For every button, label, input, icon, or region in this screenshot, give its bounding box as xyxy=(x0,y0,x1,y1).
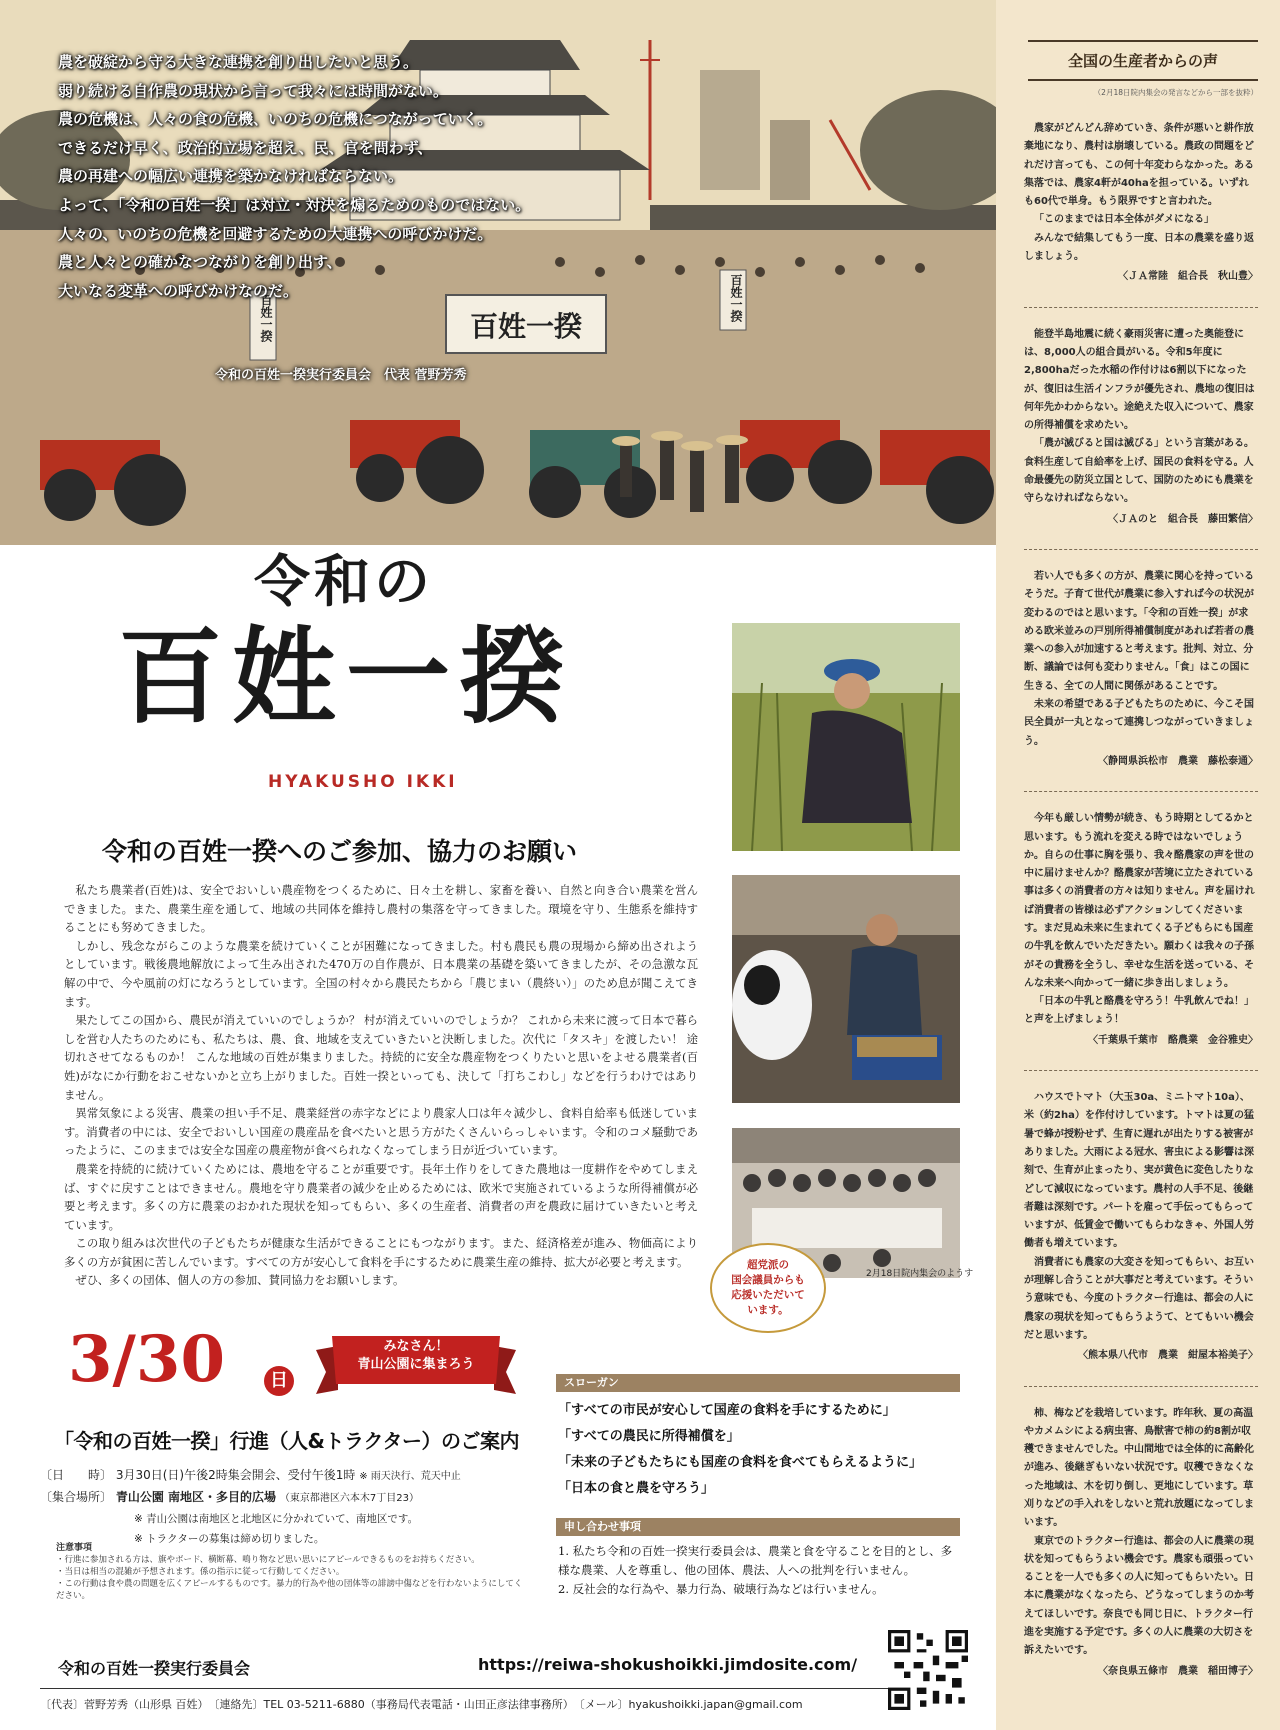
voice-item xyxy=(1024,1089,1258,1365)
event-date: 3/30 xyxy=(68,1322,225,1397)
voice-paragraph: みんなで結集してもう一度、日本の農業を盛り返しましょう。 xyxy=(1024,232,1254,263)
farmer-harvest-illustration xyxy=(732,623,960,851)
dairy-farm-illustration xyxy=(732,875,960,1103)
voice-paragraph: 柿、梅などを栽培しています。昨年秋、夏の高温やカメムシによる病虫害、鳥獣害で柿の約8割が収穫できませんでした。中山間地では全体的に高齢化が進み、後継ぎもいない状況です。収穫できなくなった地域は、木を切り倒し、更地にしています。草刈りなどの手入れをしないと荒れ放題になってしまいます。 xyxy=(1024,1407,1254,1529)
title-romaji: HYAKUSHO IKKI xyxy=(268,772,458,792)
hero-line: できるだけ早く、政治的立場を超え、民、官を問わず、 xyxy=(58,138,433,157)
voice-paragraph: 「農が滅びると国は滅びる」という言葉がある。食料生産して自給率を上げ、国民の食料を守る。人命最優先の防災立国として、国防のためにも農業を守らなければならない。 xyxy=(1024,438,1254,505)
agreement-list xyxy=(558,1542,962,1599)
hero-line: よって、「令和の百姓一揆」は対立・対決を煽るためのものではない。 xyxy=(58,195,531,214)
hero-signature: 令和の百姓一揆実行委員会 代表 菅野芳秀 xyxy=(215,368,467,383)
slogan-item: 「日本の食と農を守ろう」 xyxy=(558,1481,715,1496)
appeal-body xyxy=(64,881,698,1290)
place-address: （東京都港区六本木7丁目23） xyxy=(279,1493,419,1504)
support-burst xyxy=(710,1243,826,1333)
voice-paragraph: 「日本の牛乳と酪農を守ろう！牛乳飲んでね！」と声を上げましょう！ xyxy=(1024,996,1254,1026)
hero-banner-text: 百姓一揆 xyxy=(469,310,582,343)
footer-divider xyxy=(40,1688,892,1689)
datetime-note: ※ 雨天決行、荒天中止 xyxy=(359,1471,461,1482)
hero-illustration xyxy=(0,0,996,545)
voice-signature: 〈ＪＡ常陸 組合長 秋山豊〉 xyxy=(1118,271,1258,283)
ribbon-line: 青山公園に集まろう xyxy=(357,1357,475,1372)
slogan-heading: スローガン xyxy=(556,1374,960,1392)
hero-line: 農と人々との確かなつながりを創り出す、 xyxy=(58,253,342,272)
voice-paragraph: 東京でのトラクター行進は、都会の人に農業の現状を知ってもらうよい機会です。農家も頑張っていることを一人でも多くの人に知ってもらいたい。日本に農業がなくなったら、どうなってしまうのか考えてほしいです。奈良でも同じ日に、トラクター行進を実施する予定です。多くの人に農業の大切さを訴えたいです。 xyxy=(1024,1535,1254,1657)
datetime-label: 〔日 時〕 xyxy=(40,1468,113,1482)
agreement-item: 1. 私たち令和の百姓一揆実行委員会は、農業と食を守ることを目的とし、多様な農業、人を尊重し、他の団体、農法、人への批判を行いません。 xyxy=(558,1544,953,1577)
voice-item xyxy=(1024,326,1258,529)
event-place-row xyxy=(40,1487,461,1509)
tractor-note: ※ トラクターの募集は締め切りました。 xyxy=(134,1533,325,1545)
voice-paragraph: 消費者にも農家の大変さを知ってもらい、お互いが理解し合うことが大事だと考えています。そういう意味でも、今度のトラクター行進は、都会の人に農家の現状を知ってもらうようて、とてもいい機会だと思います。 xyxy=(1024,1256,1254,1341)
burst-line: 超党派の xyxy=(747,1259,789,1271)
hero-line: 農の危機は、人々の食の危機、いのちの危機につながっていく。 xyxy=(58,110,493,129)
voice-paragraph: 農家がどんどん辞めていき、条件が悪いと耕作放棄地になり、農村は崩壊している。農政の問題をどれだけ言っても、この何十年変わらなかった。ある集落では、農家4軒が40haを担っている。いずれも60代で単身。もう限界ですと言われた。 xyxy=(1024,123,1254,208)
body-paragraph: 異常気象による災害、農業の担い手不足、農業経営の赤字などにより農家人口は年々減少し、食料自給率も低迷しています。消費者の中には、安全でおいしい国産の農産品を食べたいと思う方がたくさんいらっしゃいます。令和のコメ騒動であったように、このままでは安全な国産の農産物が食べられなくなってしまう日が近づいています。 xyxy=(64,1106,698,1158)
voice-signature: 〈奈良県五條市 農業 稲田博子〉 xyxy=(1098,1665,1258,1677)
body-paragraph: この取り組みは次世代の子どもたちが健康な生活ができることにもつながります。また、経済格差が進み、物価高により多くの方が貧困に苦しんでいます。すべての方が安心して食料を手にするために農業生産の維持、拡大が必要と考えます。 xyxy=(64,1236,698,1269)
appeal-heading: 令和の百姓一揆へのご参加、協力のお願い xyxy=(102,837,578,866)
voices-heading: 全国の生産者からの声 xyxy=(1028,40,1258,81)
voice-paragraph: 未来の希望である子どもたちのために、今こそ国民全員が一丸となって連携しつながっていきましょう。 xyxy=(1024,699,1254,747)
voice-divider xyxy=(1024,307,1258,308)
note-item: ・当日は相当の混雑が予想されます。係の指示に従って行動してください。 xyxy=(56,1567,345,1577)
place-value: 青山公園 南地区・多目的広場 xyxy=(115,1490,277,1504)
voice-item xyxy=(1024,810,1258,1050)
voice-signature: 〈千葉県千葉市 酪農業 金谷雅史〉 xyxy=(1088,1034,1258,1046)
voice-signature: 〈静岡県浜松市 農業 藤松泰通〉 xyxy=(1098,755,1258,767)
photo-caption: 2月18日院内集会のようす xyxy=(866,1269,974,1279)
voice-paragraph: 今年も厳しい情勢が続き、もう時期としてるかと思います。もう流れを変える時ではないでしょうか。自らの仕事に胸を張り、我々酪農家の声を世の中に届けませんか？酪農家が苦境に立たされている事は多くの消費者の方々は知りません。声を届ければ消費者の皆様は必ずアクションしてくださいます。まだ見ぬ未来に生まれてくる子どもらにも国産の牛乳を飲んでいただきたい。願わくは我々の子孫がその貴務を全うし、幸せな生活を送っている、そんな未来へ向かって一緒に歩き出しましょう。 xyxy=(1024,813,1255,989)
burst-line: 応援いただいて xyxy=(731,1289,805,1301)
title-line1: 令和の xyxy=(254,549,434,615)
title-line2: 百姓一揆 xyxy=(118,615,575,738)
hero-line: 弱り続ける自作農の現状から言って我々には時間がない。 xyxy=(58,81,449,100)
event-info xyxy=(40,1465,461,1549)
voices-column xyxy=(996,0,1280,1730)
voices-note: （2月18日院内集会の発言などから一部を抜粋） xyxy=(1093,88,1258,97)
hero-statement xyxy=(58,48,618,305)
burst-line: います。 xyxy=(747,1304,789,1316)
ribbon-line: みなさん！ xyxy=(383,1339,449,1354)
notes-heading: 注意事項 xyxy=(56,1543,93,1553)
note-item: ・行進に参加される方は、旗やボード、横断幕、鳴り物など思い思いにアピールできるものをお持ちください。 xyxy=(56,1555,480,1565)
slogan-list xyxy=(558,1398,922,1502)
slogan-item: 「すべての農民に所得補償を」 xyxy=(558,1429,740,1444)
voice-item xyxy=(1024,1405,1258,1681)
body-paragraph: しかし、残念ながらこのような農業を続けていくことが困難になってきました。村も農民も農の現場から締め出されようとしています。戦後農地解放によって生み出された470万の自作農が、日本農業の基礎を築いてきましたが、その急激な瓦解の中で、今や風前の灯になろうとしています。全国の村々から農民たちから「農じまい（農終い）」のため息が聞こえてきます。 xyxy=(64,938,698,1009)
farmer-harvest-photo xyxy=(732,623,960,851)
slogan-item: 「未来の子どもたちにも国産の食料を食べてもらえるように」 xyxy=(558,1455,923,1470)
burst-line: 国会議員からも xyxy=(731,1274,805,1286)
hero-line: 農を破綻から守る大きな連携を創り出したいと思う。 xyxy=(58,53,419,71)
place-label: 〔集合場所〕 xyxy=(40,1490,113,1504)
voice-paragraph: 若い人でも多くの方が、農業に関心を持っているそうだ。子育て世代が農業に参入すれば今の状況が変わるのではと思います。「令和の百姓一揆」が求める欧米並みの戸別所得補償制度があれば若者の農業への参入が加速すると考えます。批判、対立、分断、議論では何も変わりません。「食」はこの国に生きる、全ての人間に関係があることです。 xyxy=(1024,570,1254,692)
voice-paragraph: ハウスでトマト（大玉30a、ミニトマト10a）、米（約2ha）を作付けしています。トマトは夏の猛暑で蜂が授粉せず、生育に遅れが出たりする被害がありました。大雨による冠水、害虫による影響は深刻で、生育が止まったり、実が黄色に変色したりなどして減収になっています。農村の人手不足、後継者難は深刻です。パートを雇って手伝ってもらっていますが、低賃金で働いてもらわなきゃ、外国人労働者も増えています。 xyxy=(1024,1092,1255,1250)
body-paragraph: 私たち農業者(百姓)は、安全でおいしい農産物をつくるために、日々土を耕し、家畜を養い、自然と向き合い農業を営んできました。また、農業生産を通して、地域の共同体を維持し農村の集落を守ってきました。環境を守り、生態系を維持することにも努めてきました。 xyxy=(64,883,698,935)
note-item: ・この行動は食や農の問題を広くアピールするものです。暴力的行為や他の団体等の誹謗中傷などを行わないようにしてください。 xyxy=(56,1579,523,1601)
notes xyxy=(56,1542,526,1602)
body-paragraph: 農業を持続的に続けていくためには、農地を守ることが重要です。長年土作りをしてきた農地は一度耕作をやめてしまえば、すぐに戻すことはできません。農地を守り農業者の減少を止めるためには、欧米で実施されているような所得補償が必要と考えます。多くの方に農業のおかれた現状を知ってもらい、多くの生産者、消費者の声を農政に届けていきたいと考えています。 xyxy=(64,1161,698,1232)
voice-divider xyxy=(1024,1386,1258,1387)
voice-divider xyxy=(1024,791,1258,792)
datetime-value: 3月30日(日)午後2時集会開会、受付午後1時 xyxy=(115,1468,356,1482)
voice-signature: 〈熊本県八代市 農業 紺屋本裕美子〉 xyxy=(1078,1350,1258,1362)
voice-signature: 〈ＪＡのと 組合長 藤田繁信〉 xyxy=(1108,513,1258,525)
hero-sign-left: 百姓一揆 xyxy=(259,294,273,342)
voice-divider xyxy=(1024,549,1258,550)
body-paragraph: 果たしてこの国から、農民が消えていいのでしょうか？ 村が消えていいのでしょうか？ これから未来に渡って日本で暮らしを営む人たちのためにも、私たちは、農、食、地域を支えていきたいと決断しました。次代に「タスキ」を渡したい！ 途切れさせてなるものか！ こんな地域の百姓が集まりました。持続的に安全な農産物をつくりたいと思いをよせる農業者(百姓)がなにか行動をおこせないかと立ち上がりました。百姓一揆といっても、決して「打ちこわし」などを行うわけではありません。 xyxy=(64,1013,698,1102)
footer-contact: 〔代表〕菅野芳秀（山形県 百姓） 〔連絡先〕TEL 03-5211-6880（事務局代表電話・山田正彦法律事務所） 〔メール〕hyakushoikki.japan@gmail.com xyxy=(40,1698,803,1711)
body-paragraph: ぜひ、多くの団体、個人の方の参加、賛同協力をお願いします。 xyxy=(75,1273,405,1288)
slogan-item: 「すべての市民が安心して国産の食料を手にするために」 xyxy=(558,1403,896,1418)
hero-line: 大いなる変革への呼びかけなのだ。 xyxy=(58,281,299,300)
event-weekday: 日 xyxy=(264,1366,294,1396)
ribbon-text xyxy=(340,1338,492,1374)
voice-item xyxy=(1024,568,1258,771)
qr-code-icon[interactable] xyxy=(888,1630,968,1710)
hero-line: 農の再建への幅広い連携を築かなければならない。 xyxy=(58,167,404,186)
event-datetime-row xyxy=(40,1465,461,1487)
agreement-item: 2. 反社会的な行為や、暴力行為、破壊行為などは行いません。 xyxy=(558,1582,884,1596)
dairy-farm-photo xyxy=(732,875,960,1103)
hero-sign-right: 百姓一揆 xyxy=(729,274,743,322)
website-link[interactable]: https://reiwa-shokushoikki.jimdosite.com/ xyxy=(478,1655,858,1674)
voice-paragraph: 「このままでは日本全体がダメになる」 xyxy=(1034,214,1214,226)
voice-divider xyxy=(1024,1070,1258,1071)
event-title: 「令和の百姓一揆」行進（人&トラクター）のご案内 xyxy=(54,1429,520,1453)
place-note: ※ 青山公園は南地区と北地区に分かれていて、南地区です。 xyxy=(134,1513,419,1525)
organizer-name: 令和の百姓一揆実行委員会 xyxy=(58,1659,251,1678)
agreement-heading: 申し合わせ事項 xyxy=(556,1518,960,1536)
voice-item xyxy=(1024,120,1258,287)
hero-line: 人々の、いのちの危機を回避するための大連携への呼びかけだ。 xyxy=(58,224,493,243)
voice-paragraph: 能登半島地震に続く豪雨災害に遭った奥能登には、8,000人の組合員がいる。令和5年度に2,800haだった水稲の作付けは6割以下になったが、復旧は生活インフラが優先され、農地の復旧は何年先かわからない。途絶えた収入について、農家の所得補償を求めたい。 xyxy=(1024,328,1255,432)
